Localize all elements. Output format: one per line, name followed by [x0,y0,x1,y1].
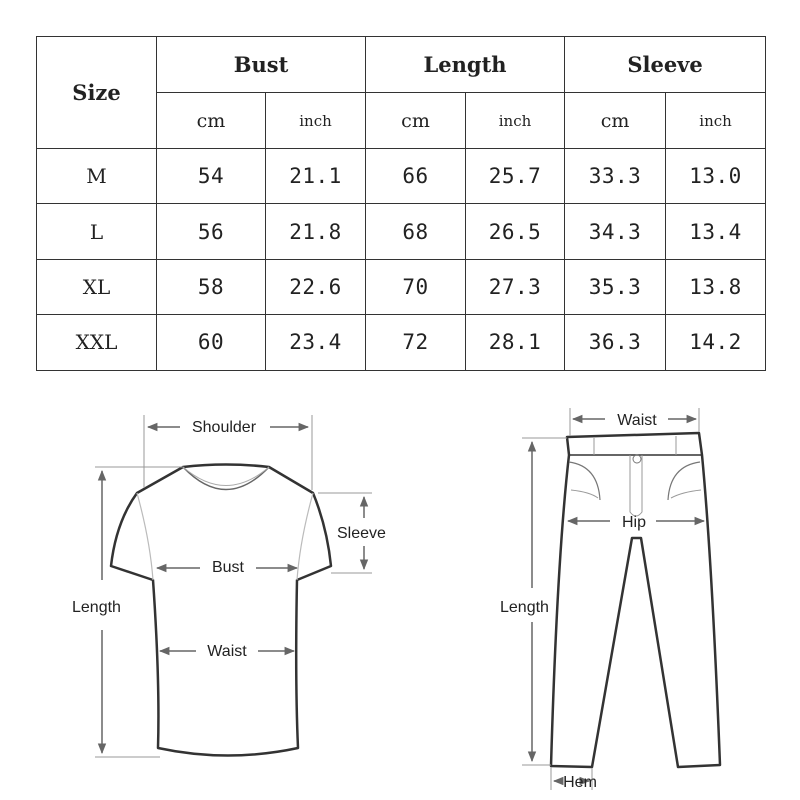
value-cell: 21.1 [266,149,366,204]
value-cell: 60 [157,314,266,370]
sleeve-header: Sleeve [565,37,766,93]
bust-header: Bust [157,37,366,93]
value-cell: 54 [157,149,266,204]
pants-diagram [500,408,720,791]
value-cell: 58 [157,259,266,314]
pants-outline [551,433,720,767]
hip-label: Hip [621,514,647,531]
unit-header: cm [366,93,466,149]
pants-waist-label: Waist [617,412,657,429]
value-cell: 56 [157,204,266,259]
waist-label: Waist [207,643,247,660]
value-cell: 21.8 [266,204,366,259]
value-cell: 26.5 [466,204,565,259]
hem-label: Hem [563,774,597,791]
value-cell: 27.3 [466,259,565,314]
value-cell: 13.0 [666,149,766,204]
length-header: Length [366,37,565,93]
length-label: Length [72,599,121,616]
value-cell: 36.3 [565,314,666,370]
tshirt-outline [111,465,331,756]
value-cell: 13.8 [666,259,766,314]
unit-header: cm [565,93,666,149]
size-cell: L [37,204,157,259]
unit-header: inch [466,93,565,149]
value-cell: 23.4 [266,314,366,370]
size-cell: M [37,149,157,204]
unit-header: inch [266,93,366,149]
value-cell: 66 [366,149,466,204]
unit-header: cm [157,93,266,149]
value-cell: 35.3 [565,259,666,314]
sleeve-label: Sleeve [337,525,386,542]
value-cell: 28.1 [466,314,565,370]
value-cell: 14.2 [666,314,766,370]
value-cell: 22.6 [266,259,366,314]
value-cell: 25.7 [466,149,565,204]
size-cell: XL [37,259,157,314]
size-cell: XXL [37,314,157,370]
tshirt-diagram [72,415,386,757]
value-cell: 72 [366,314,466,370]
shoulder-label: Shoulder [191,419,257,436]
unit-header: inch [666,93,766,149]
value-cell: 34.3 [565,204,666,259]
size-header: Size [37,37,157,149]
pants-length-label: Length [500,599,549,616]
value-cell: 70 [366,259,466,314]
value-cell: 68 [366,204,466,259]
value-cell: 13.4 [666,204,766,259]
bust-label: Bust [211,559,245,576]
value-cell: 33.3 [565,149,666,204]
